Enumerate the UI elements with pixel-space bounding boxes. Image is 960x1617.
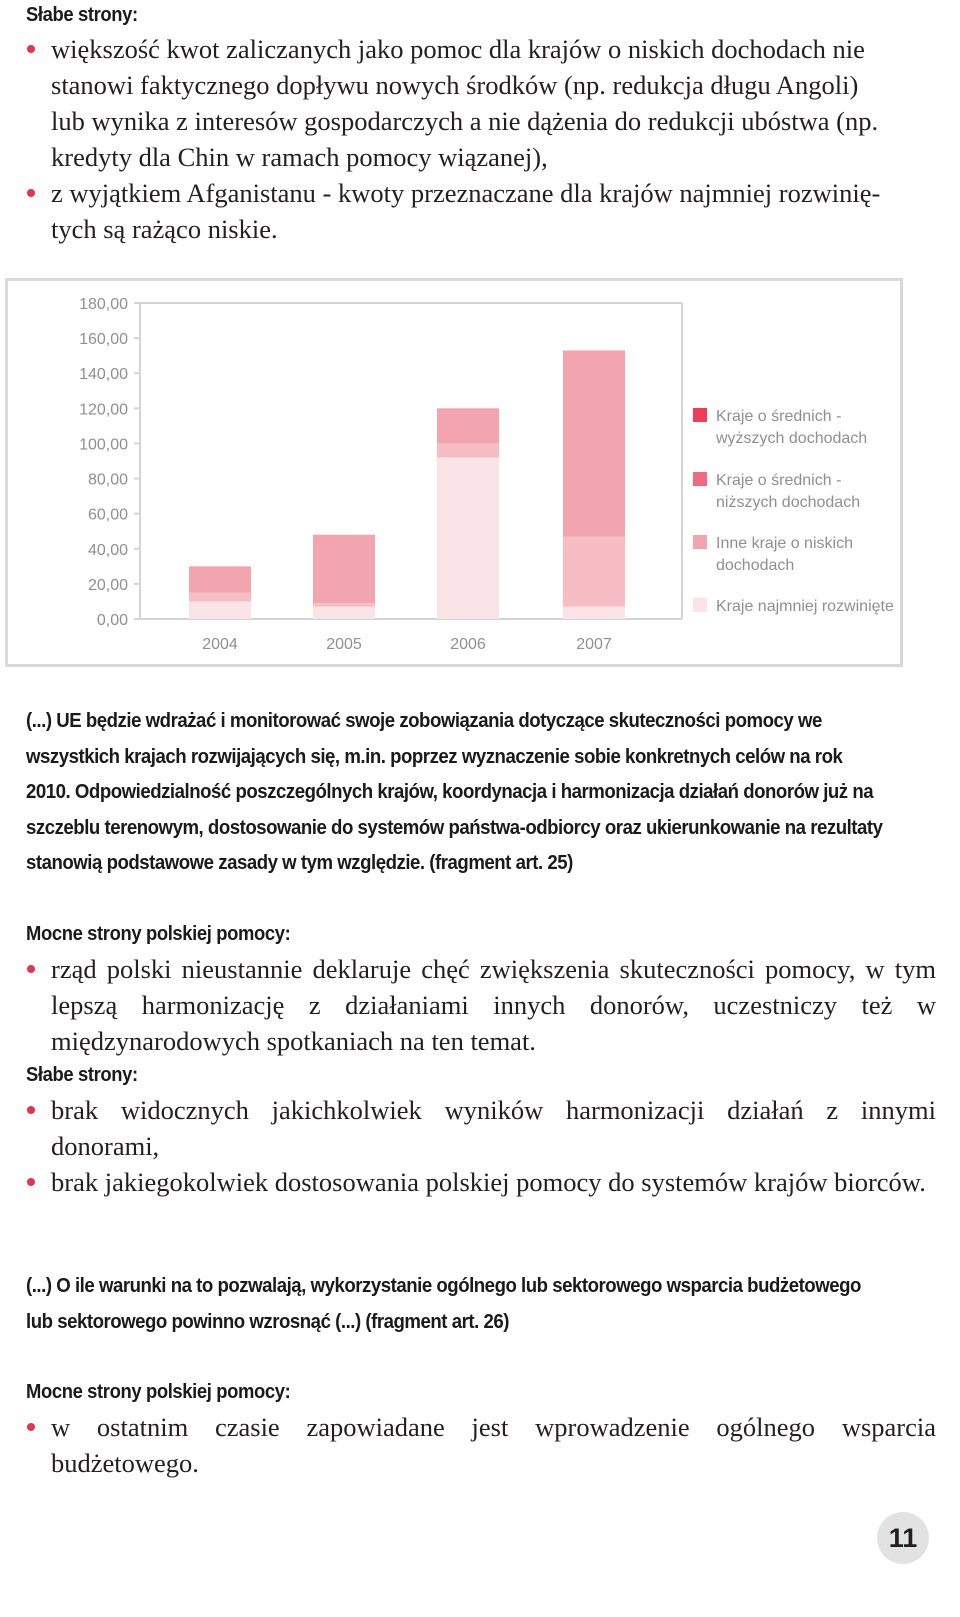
strengths-list-2 [26,1409,936,1481]
y-tick-label: 160,00 [79,331,128,349]
bullet-line: tych są rażąco niskie. [51,214,278,244]
bar-segment [563,536,625,606]
x-tick-label: 2005 [326,636,362,653]
bar-segment [437,443,499,457]
legend-swatch [693,598,707,612]
legend-swatch [693,535,707,549]
bullet-line: większość kwot zaliczanych jako pomoc dla krajów o niskich dochodach nie [51,34,865,64]
weaknesses-heading: Słabe strony: [26,4,138,26]
weaknesses-heading-2: Słabe strony: [26,1064,138,1086]
bar-segment [313,603,375,607]
bar-segment [189,566,251,592]
strengths-heading-2: Mocne strony polskiej pomocy: [26,1381,291,1403]
y-tick-label: 80,00 [87,471,128,489]
strengths-list [26,951,936,1059]
legend-label: niższych dochodach [716,494,861,511]
legend-label: Inne kraje o niskich [716,535,853,552]
list-item [26,175,936,247]
bar-segment [189,601,251,619]
bullet-line: stanowi faktycznego dopływu nowych środków (np. redukcja długu Angoli) [51,70,859,100]
bar-segment [313,607,375,619]
y-tick-label: 0,00 [96,612,128,629]
bar-segment [437,408,499,443]
y-tick-label: 120,00 [79,401,128,419]
y-tick-label: 180,00 [79,296,128,313]
weaknesses-list [26,31,936,247]
y-tick-label: 140,00 [79,366,128,384]
bar-segment [563,607,625,619]
quote-article-25: (...) UE będzie wdrażać i monitorować swoje zobowiązania dotyczące skuteczności pomocy we wszystkich krajach rozwijających się, m.in. poprzez wyznaczenie sobie konkretnych celów na rok 2010. Odpowiedzialność poszczególnych krajów, koordynacja i harmonizacja działań donorów już na szczeblu terenowym, dostosowanie do systemów państwa-odbiorcy oraz ukierunkowanie na rezultaty stanowią podstawowe zasady w tym względzie. (fragment art. 25) [26,710,883,874]
bar-segment [189,593,251,602]
bar-segment [313,535,375,603]
bullet-line: lub wynika z interesów gospodarczych a nie dążenia do redukcji ubóstwa (np. [51,106,879,136]
list-item: w ostatnim czasie zapowiadane jest wprowadzenie ogólnego wsparcia budżetowego. [26,1409,936,1481]
bullet-line: kredyty dla Chin w ramach pomocy wiązanej), [51,142,548,172]
bar-segment [437,457,499,619]
y-tick-label: 40,00 [87,541,128,559]
page-number: 11 [877,1512,929,1564]
list-item: rząd polski nieustannie deklaruje chęć zwiększenia skuteczności pomocy, w tym lepszą harmonizację z działaniami innych donorów, uczestniczy też w międzynarodowych spotkaniach na ten temat. [26,951,936,1059]
bar-chart [8,281,900,664]
x-tick-label: 2004 [202,636,238,653]
legend-label: dochodach [716,557,795,574]
y-tick-label: 100,00 [79,436,128,454]
list-item [26,31,936,175]
strengths-heading: Mocne strony polskiej pomocy: [26,923,291,945]
weaknesses-list-2 [26,1092,936,1200]
legend-label: Kraje o średnich - [716,408,842,425]
legend-swatch [693,408,707,422]
legend-label: Kraje o średnich - [716,472,842,489]
bullet-line: z wyjątkiem Afganistanu - kwoty przeznaczane dla krajów najmniej rozwinię- [51,178,881,208]
x-tick-label: 2007 [576,636,612,653]
list-item: brak jakiegokolwiek dostosowania polskiej pomocy do systemów krajów biorców. [26,1164,936,1200]
legend-label: wyższych dochodach [716,430,868,447]
y-tick-label: 20,00 [87,576,128,594]
y-tick-label: 60,00 [87,506,128,524]
x-tick-label: 2006 [450,636,486,653]
aid-chart [5,278,903,667]
list-item: brak widocznych jakichkolwiek wyników harmonizacji działań z innymi donorami, [26,1092,936,1164]
legend-swatch [693,472,707,486]
bar-segment [563,350,625,536]
quote-article-26: (...) O ile warunki na to pozwalają, wykorzystanie ogólnego lub sektorowego wsparcia budżetowego lub sektorowego powinno wzrosnąć (...) (fragment art. 26) [26,1275,861,1333]
legend-label: Kraje najmniej rozwinięte [716,598,894,615]
